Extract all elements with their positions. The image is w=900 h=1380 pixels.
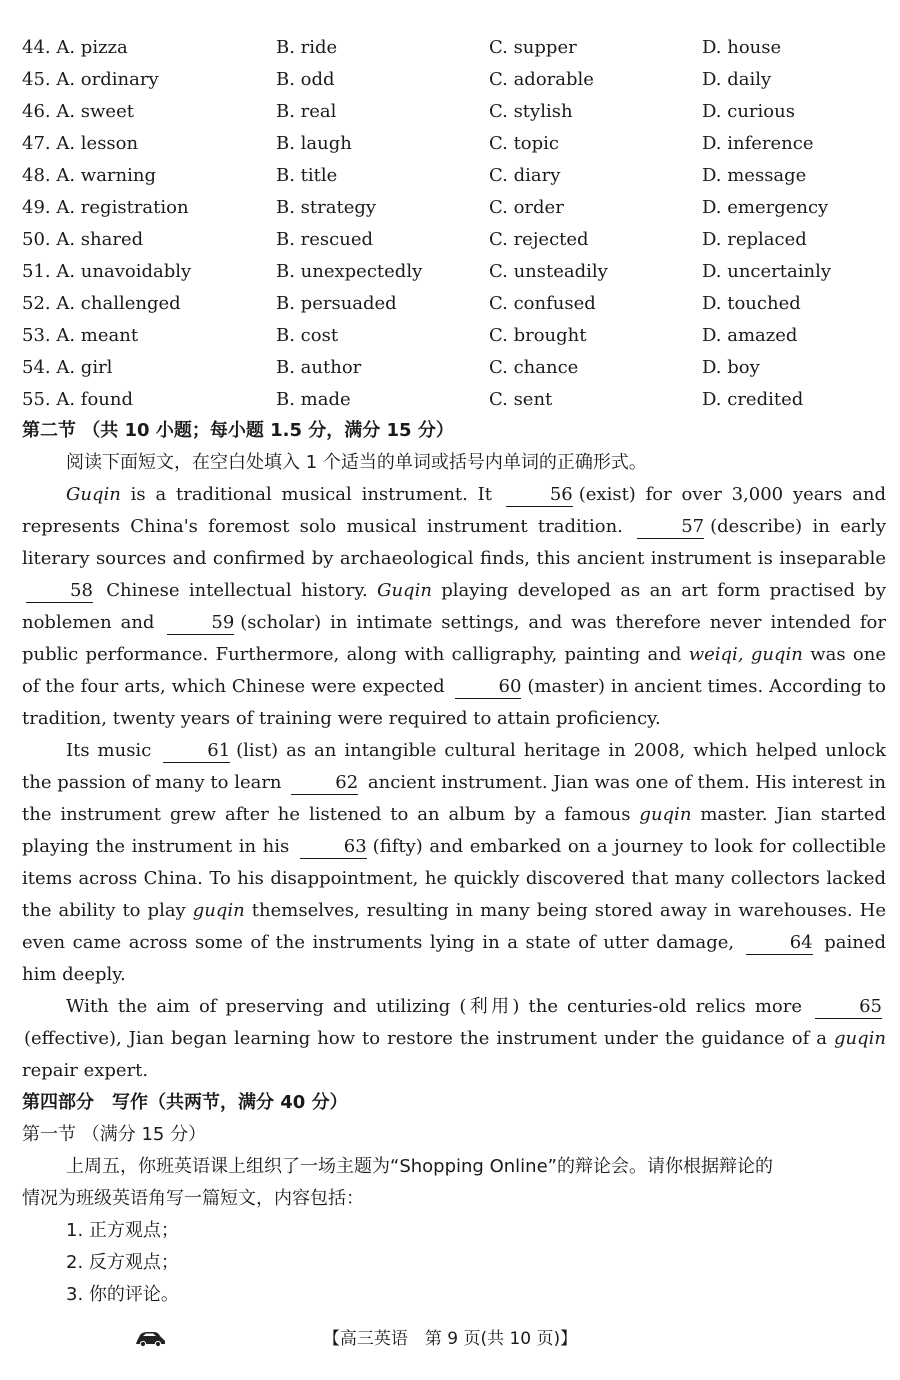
option-b: B. strategy [276,197,377,218]
option-a: 44. A. pizza [22,37,128,58]
blank-62: 62 [291,772,358,795]
writing-prompt-line-1: 上周五，你班英语课上组织了一场主题为“Shopping Online”的辩论会。请你根据辩论的 [66,1156,773,1177]
option-d: D. daily [702,69,772,90]
option-d: D. credited [702,389,804,410]
option-b: B. author [276,357,362,378]
option-a: 53. A. meant [22,325,139,346]
option-b: B. real [276,101,337,122]
option-a: 55. A. found [22,389,133,410]
option-row [22,320,892,352]
option-d: D. curious [702,101,795,122]
page-footer [0,1320,900,1356]
term-guqin: guqin [639,804,692,825]
blank-64: 64 [746,932,813,955]
option-c: C. order [489,197,564,218]
option-row [22,96,892,128]
option-row [22,192,892,224]
option-d: D. uncertainly [702,261,831,282]
option-d: D. touched [702,293,801,314]
option-a: 48. A. warning [22,165,156,186]
option-a: 49. A. registration [22,197,189,218]
option-a: 52. A. challenged [22,293,181,314]
blank-58: 58 [26,580,93,603]
option-c: C. topic [489,133,560,154]
option-d: D. message [702,165,807,186]
term-guqin: guqin [192,900,245,921]
option-d: D. replaced [702,229,807,250]
writing-prompt-line-2: 情况为班级英语角写一篇短文，内容包括： [22,1188,364,1209]
option-d: D. emergency [702,197,829,218]
blank-65: 65 [815,996,882,1019]
option-c: C. rejected [489,229,589,250]
option-b: B. cost [276,325,339,346]
passage-paragraph-1: Guqin is a traditional musical instrument. It 56 (exist) for over 3,000 years and represents China's foremost solo musical instrument tradition. 57 (describe) in early literary sources and confirmed by archaeological finds, this ancient instrument is inseparable 58 Chinese intellectual history. Guqin playing developed as an art form practised by noblemen and 59 (scholar) in intimate settings, and was therefore never intended for public performance. Furthermore, along with calligraphy, painting and weiqi, guqin was one of the four arts, which Chinese were expected 60 (master) in ancient times. According to tradition, twenty years of training were required to attain proficiency. [22,484,887,729]
section2-instruction: 阅读下面短文，在空白处填入 1 个适当的单词或括号内单词的正确形式。 [66,452,647,473]
option-b: B. rescued [276,229,374,250]
option-row [22,160,892,192]
option-c: C. diary [489,165,561,186]
option-b: B. unexpectedly [276,261,423,282]
term-guqin: guqin [834,1028,886,1049]
passage-paragraph-2: Its music 61 (list) as an intangible cultural heritage in 2008, which helped unlock the passion of many to learn 62 ancient instrument. Jian was one of them. His interest in the instrument grew after he listened to an album by a famous guqin master. Jian started playing the instrument in his 63 (fifty) and embarked on a journey to look for collectible items across China. To his disappointment, he quickly discovered that many collectors lacked the ability to play guqin themselves, resulting in many being stored away in warehouses. He even came across some of the instruments lying in a state of utter damage, 64 pained him deeply. [22,740,887,985]
option-c: C. sent [489,389,553,410]
blank-59: 59 [167,612,234,635]
option-row [22,288,892,320]
option-d: D. amazed [702,325,798,346]
option-d: D. boy [702,357,760,378]
term-guqin: guqin [750,644,803,665]
term-weiqi: weiqi, [688,644,744,665]
option-a: 51. A. unavoidably [22,261,192,282]
option-row [22,224,892,256]
option-row [22,256,892,288]
content-item-1: 1. 正方观点； [66,1220,179,1241]
option-b: B. ride [276,37,338,58]
blank-56: 56 [506,484,573,507]
option-b: B. title [276,165,338,186]
option-c: C. stylish [489,101,573,122]
option-c: C. chance [489,357,579,378]
option-d: D. inference [702,133,814,154]
option-c: C. unsteadily [489,261,608,282]
passage-paragraph-3: With the aim of preserving and utilizing (利用) the centuries-old relics more 65(effective), Jian began learning how to restore the instrument under the guidance of a guqin repair expert. [22,996,886,1081]
part4-heading: 第四部分 写作（共两节，满分 40 分） [22,1092,348,1113]
term-guqin: Guqin [66,484,121,505]
option-row [22,384,892,416]
option-b: B. odd [276,69,335,90]
page-number: 【高三英语 第 9 页(共 10 页)】 [322,1329,578,1349]
options-table [22,32,892,416]
option-row [22,32,892,64]
blank-57: 57 [637,516,704,539]
part4-subheading: 第一节 （满分 15 分） [22,1124,207,1145]
section2-heading: 第二节 （共 10 小题；每小题 1.5 分，满分 15 分） [22,420,454,441]
option-c: C. supper [489,37,577,58]
option-a: 47. A. lesson [22,133,139,154]
option-c: C. confused [489,293,596,314]
option-a: 54. A. girl [22,357,113,378]
option-b: B. laugh [276,133,352,154]
blank-63: 63 [300,836,367,859]
option-a: 45. A. ordinary [22,69,159,90]
content-item-2: 2. 反方观点； [66,1252,179,1273]
blank-60: 60 [455,676,522,699]
option-c: C. adorable [489,69,594,90]
option-a: 46. A. sweet [22,101,134,122]
term-guqin: Guqin [377,580,432,601]
option-c: C. brought [489,325,587,346]
option-d: D. house [702,37,782,58]
option-a: 50. A. shared [22,229,144,250]
option-row [22,64,892,96]
option-b: B. made [276,389,351,410]
option-b: B. persuaded [276,293,397,314]
option-row [22,128,892,160]
option-row [22,352,892,384]
blank-61: 61 [163,740,230,763]
content-item-3: 3. 你的评论。 [66,1284,179,1305]
